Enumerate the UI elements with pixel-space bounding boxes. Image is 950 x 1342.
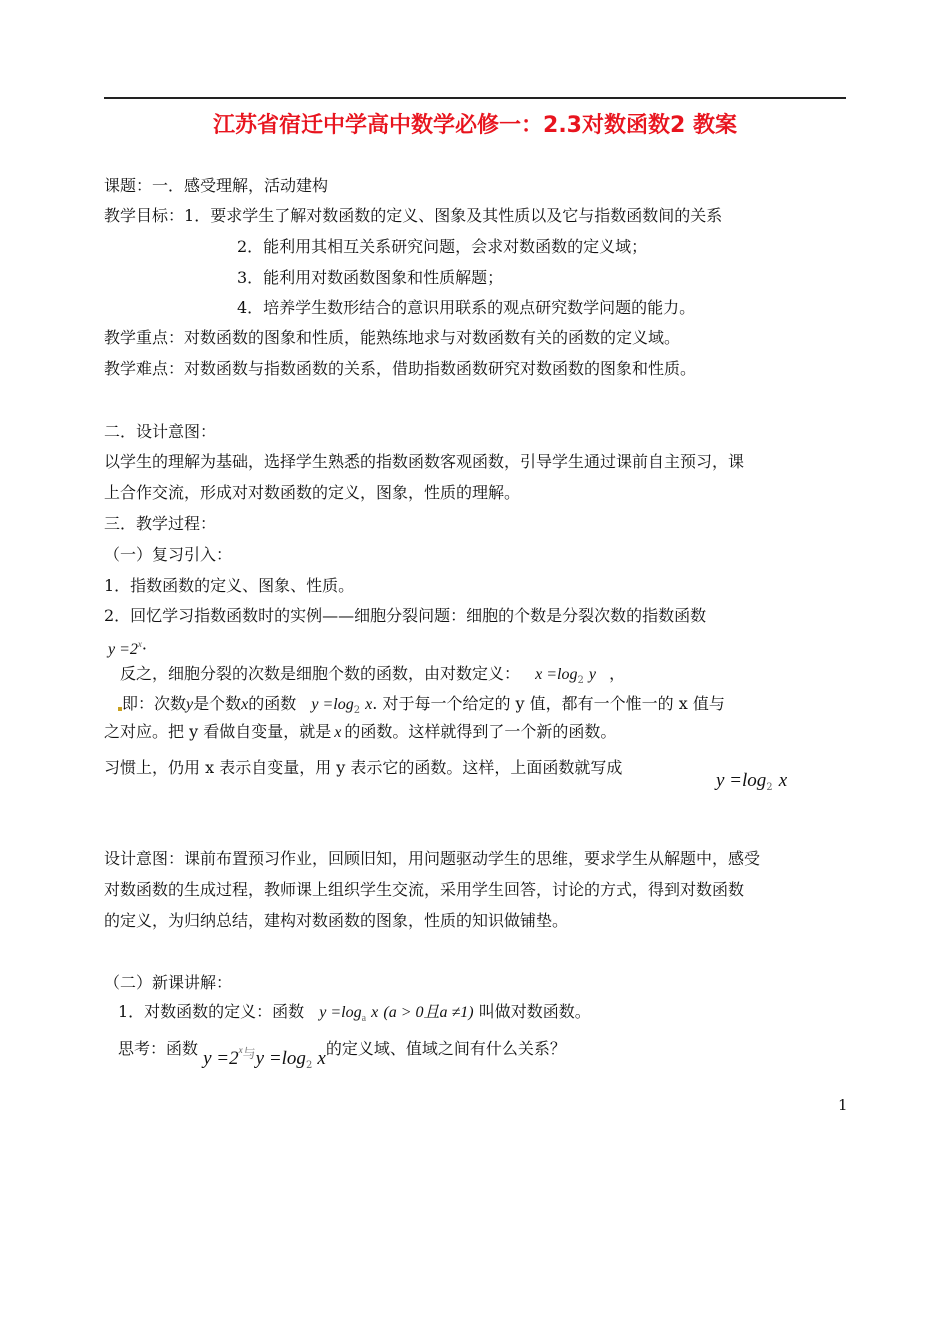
header-rule — [104, 97, 846, 99]
review-heading: （一）复习引入： — [104, 545, 233, 564]
formula-exponential — [108, 634, 147, 660]
next-x: x — [334, 724, 342, 741]
habit-formula-sub: 2 — [766, 782, 773, 793]
page-number: 1 — [838, 1096, 848, 1114]
converse-tail: ， — [609, 664, 626, 683]
converse-var: y — [588, 666, 597, 683]
think-f1: y =2 — [203, 1048, 239, 1069]
key-point-line: 教学重点：对数函数的图象和性质，能熟练地求与对数函数有关的函数的定义域。 — [104, 328, 681, 347]
section2-para-line2: 上合作交流，形成对对数函数的定义，图象，性质的理解。 — [104, 483, 521, 502]
think-and: 与 — [242, 1047, 256, 1062]
converse-line — [120, 664, 625, 691]
think-tail: 的定义域、值域之间有什么关系？ — [325, 1039, 566, 1058]
section3-heading: 三．教学过程： — [104, 514, 217, 533]
ie-sub: 2 — [353, 705, 361, 716]
page-title: 江苏省宿迁中学高中数学必修一：2.3对数函数2 教案 — [213, 113, 737, 138]
ie-text-c: 的函数 — [248, 694, 297, 713]
definition-line — [118, 1002, 591, 1029]
think-f2-sub: 2 — [305, 1060, 313, 1071]
goals-label: 教学目标： — [104, 206, 185, 225]
habit-formula-body: y =log — [716, 770, 767, 791]
ie-text-a: 即：次数 — [122, 694, 187, 713]
ie-formula: y =log — [311, 696, 354, 713]
converse-text: 反之，细胞分裂的次数是细胞个数的函数，由对数定义： — [120, 664, 521, 683]
ie-y: y — [186, 696, 194, 713]
think-f2-var: x — [317, 1048, 326, 1069]
habit-formula — [716, 770, 787, 798]
ie-text-b: 是个数 — [193, 694, 242, 713]
topic-line: 课题：一．感受理解，活动建构 — [104, 176, 329, 195]
section2-para-line1: 以学生的理解为基础，选择学生熟悉的指数函数客观函数，引导学生通过课前自主预习，课 — [104, 452, 745, 471]
formula-exp-tail: · — [141, 639, 147, 658]
goal-item-4: 4．培养学生数形结合的意识用联系的观点研究数学问题的能力。 — [237, 298, 696, 317]
next-line — [104, 722, 616, 743]
think-line — [118, 1034, 566, 1071]
habit-formula-var: x — [778, 770, 788, 791]
goal-item-1: 1．要求学生了解对数函数的定义、图象及其性质以及它与指数函数间的关系 — [184, 206, 723, 225]
review-item-1: 1．指数函数的定义、图象、性质。 — [104, 576, 355, 595]
ie-line — [118, 694, 725, 721]
design-intent-line3: 的定义，为归纳总结，建构对数函数的图象，性质的知识做铺垫。 — [104, 911, 569, 930]
section2-heading: 二．设计意图： — [104, 422, 217, 441]
formula-exp-sup: x — [137, 639, 142, 649]
formula-exp-body: y =2 — [108, 641, 138, 658]
think-f1-sup: x — [238, 1045, 243, 1055]
ie-var: x — [365, 696, 373, 713]
def-formula: y =log — [319, 1004, 362, 1021]
habit-text: 习惯上，仍用 x 表示自变量，用 y 表示它的函数。这样，上面函数就写成 — [104, 758, 623, 777]
goals-line-1 — [104, 206, 722, 226]
converse-sub: 2 — [577, 675, 584, 686]
ie-x: x — [241, 696, 249, 713]
design-intent-line2: 对数函数的生成过程，教师课上组织学生交流，采用学生回答，讨论的方式，得到对数函数 — [104, 880, 745, 899]
converse-formula: x =log — [535, 666, 578, 683]
def-text: 1．对数函数的定义：函数 — [118, 1002, 305, 1021]
def-tail: 叫做对数函数。 — [478, 1002, 591, 1021]
goal-item-3: 3．能利用对数函数图象和性质解题； — [237, 268, 504, 287]
def-cond: (a > 0且a ≠1) — [383, 1004, 474, 1021]
think-text: 思考：函数 — [118, 1039, 199, 1058]
difficulty-line: 教学难点：对数函数与指数函数的关系，借助指数函数研究对数函数的图象和性质。 — [104, 359, 697, 378]
next-text-b: 的函数。这样就得到了一个新的函数。 — [344, 722, 617, 741]
goal-item-2: 2．能利用其相互关系研究问题，会求对数函数的定义域； — [237, 237, 648, 256]
def-sub: a — [361, 1013, 367, 1024]
design-intent-line1: 设计意图：课前布置预习作业，回顾旧知，用问题驱动学生的思维，要求学生从解题中，感受 — [104, 849, 761, 868]
next-text-a: 之对应。把 y 看做自变量，就是 — [104, 722, 332, 741]
think-f2: y =log — [255, 1048, 306, 1069]
new-lesson-heading: （二）新课讲解： — [104, 973, 233, 992]
def-var: x — [371, 1004, 379, 1021]
ie-text-d: . 对于每一个给定的 y 值，都有一个惟一的 x 值与 — [372, 694, 725, 713]
review-item-2: 2．回忆学习指数函数时的实例——细胞分裂问题：细胞的个数是分裂次数的指数函数 — [104, 606, 707, 625]
